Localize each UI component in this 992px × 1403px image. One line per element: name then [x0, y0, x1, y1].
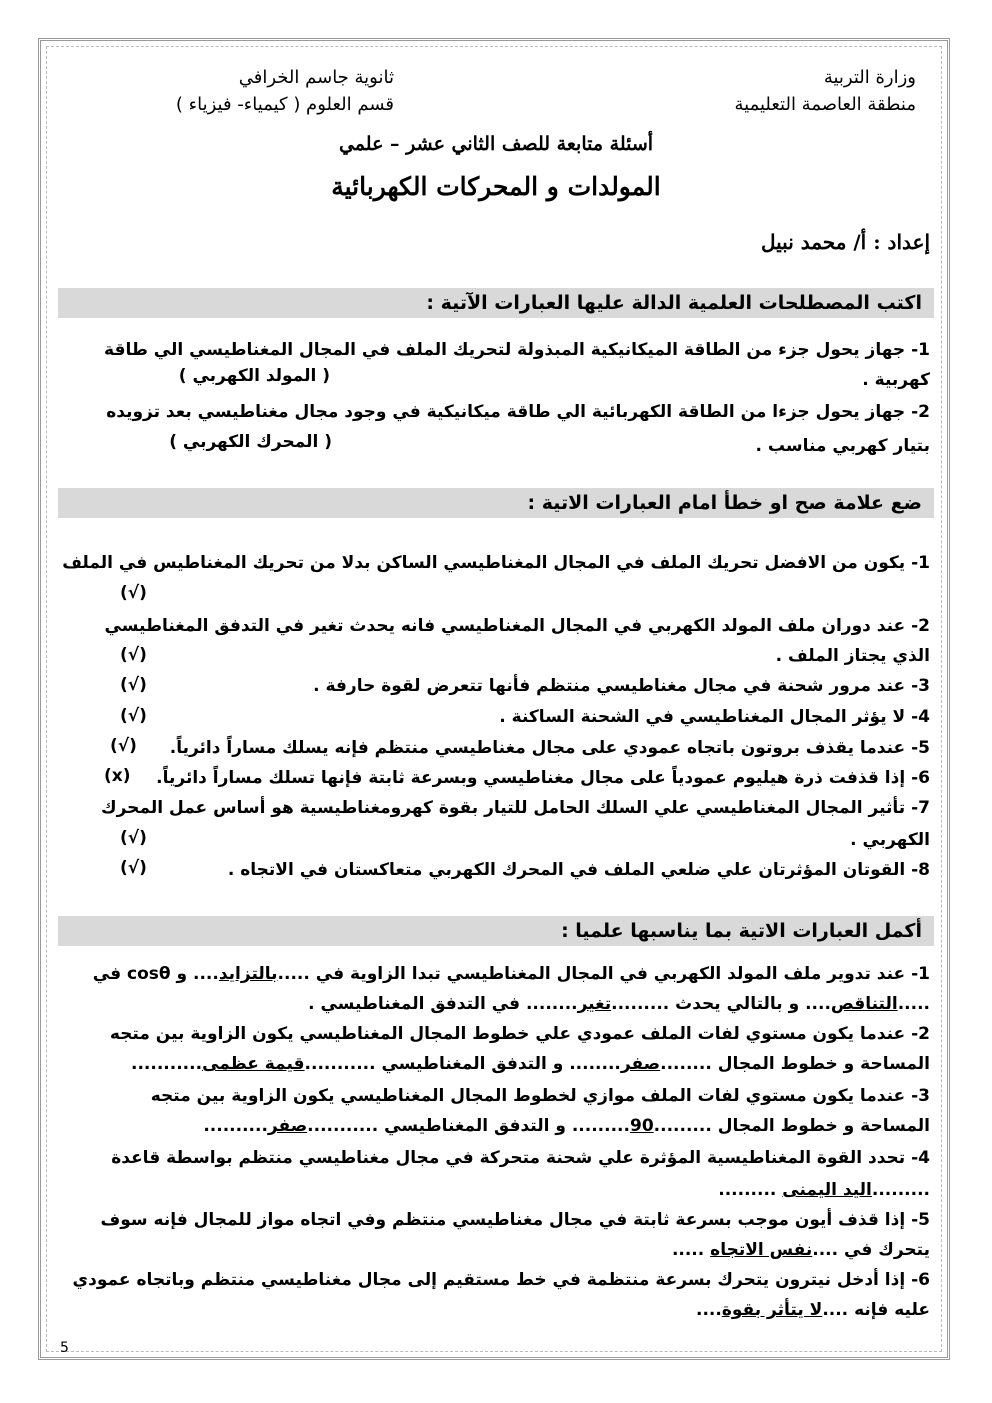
- complete-1-text-c: .... و بالتالي يحدث .........: [611, 994, 831, 1014]
- complete-3-text-c: ..........: [203, 1116, 268, 1136]
- complete-4-line2: [718, 1176, 930, 1204]
- complete-1-answer-c: تغير: [577, 994, 612, 1014]
- complete-5-text-a: يتحرك في ....: [812, 1240, 930, 1260]
- school-name: ثانوية جاسم الخرافي: [238, 67, 394, 88]
- complete-5-text-b: .....: [671, 1240, 711, 1260]
- complete-4-text-b: .........: [718, 1180, 783, 1200]
- term-question-1-line2: كهربية .: [862, 370, 930, 390]
- section-heading-terms: اكتب المصطلحات العلمية الدالة عليها العبارات الآتية :: [58, 288, 934, 318]
- complete-6-line2: [696, 1296, 930, 1324]
- section-heading-true-false: ضع علامة صح او خطأ امام العبارات الاتية :: [58, 488, 934, 518]
- complete-5-line2: [672, 1236, 930, 1264]
- complete-1-text-a: 1- عند تدوير ملف المولد الكهربي في المجال المغناطيسي تبدا الزاوية في .....: [277, 964, 930, 984]
- tf-statement-5: 5- عندما يقذف بروتون باتجاه عمودي على مجال مغناطيسي منتظم فإنه يسلك مساراً دائرياً.: [169, 738, 930, 758]
- tf-statement-2-line1: 2- عند دوران ملف المولد الكهربي في المجال المغناطيسي فانه يحدث تغير في التدفق المغناطيسي: [104, 616, 930, 636]
- complete-3-text-b: ......... و التدفق المغناطيسي ...........: [307, 1116, 630, 1136]
- complete-6-answer: لا يتأثر بقوة: [721, 1300, 823, 1320]
- complete-3-line1: 3- عندما يكون مستوي لفات الملف موازي لخطوط المجال المغناطيسي يكون الزاوية بين متجه: [150, 1086, 930, 1106]
- tf-statement-1: 1- يكون من الافضل تحريك الملف في المجال المغناطيسي الساكن بدلا من تحريك المغناطيس في الملف: [62, 553, 930, 573]
- tf-statement-2-line2: الذي يجتاز الملف .: [775, 646, 930, 666]
- complete-1-text-b: .... و cosθ في: [92, 964, 219, 984]
- complete-3-line2: [203, 1112, 930, 1140]
- worksheet-subtitle: أسئلة متابعة للصف الثاني عشر – علمي: [338, 133, 654, 155]
- tf-mark-4: (√): [120, 706, 147, 726]
- page-number: 5: [60, 1340, 69, 1356]
- complete-2-line2: [131, 1050, 930, 1078]
- term-question-2-line2: بتيار كهربي مناسب .: [755, 436, 930, 456]
- tf-statement-3: 3- عند مرور شحنة في مجال مغناطيسي منتظم فأنها تتعرض لقوة حارفة .: [313, 676, 930, 696]
- complete-1-answer-a: بالتزايد: [218, 964, 278, 984]
- term-question-2-line1: 2- جهاز يحول جزءا من الطاقة الكهربائية الي طاقة ميكانيكية في وجود مجال مغناطيسي بعد تزويده: [106, 402, 930, 422]
- complete-2-line1: 2- عندما يكون مستوي لفات الملف عمودي علي خطوط المجال المغناطيسي يكون الزاوية بين متجه: [109, 1024, 930, 1044]
- complete-1-dots: .....: [897, 994, 930, 1014]
- complete-4-line1: 4- تحدد القوة المغناطيسية المؤثرة علي شحنة متحركة في مجال مغناطيسي منتظم بواسطة قاعدة: [111, 1148, 930, 1168]
- tf-mark-8: (√): [120, 858, 147, 878]
- tf-mark-5: (√): [110, 736, 137, 756]
- complete-1-answer-b: التناقص: [830, 994, 898, 1014]
- complete-2-answer-a: صفر: [620, 1054, 661, 1074]
- tf-statement-6: 6- إذا قذفت ذرة هيليوم عمودياً على مجال مغناطيسي وبسرعة ثابتة فإنها تسلك مساراً دائرياً.: [156, 768, 930, 788]
- tf-statement-8: 8- القوتان المؤثرتان علي ضلعي الملف في المحرك الكهربي متعاكستان في الاتجاه .: [227, 860, 930, 880]
- district-name: منطقة العاصمة التعليمية: [734, 94, 916, 115]
- complete-5-line1: 5- إذا قذف أيون موجب بسرعة ثابتة في مجال مغناطيسي منتظم وفي اتجاه مواز للمجال فإنه سوف: [100, 1210, 930, 1230]
- ministry-name: وزارة التربية: [823, 67, 916, 88]
- worksheet-title: المولدات و المحركات الكهربائية: [331, 172, 661, 201]
- complete-2-answer-b: قيمة عظمى: [202, 1054, 305, 1074]
- complete-5-answer: نفس الاتجاه: [710, 1240, 813, 1260]
- complete-1-line2: [308, 990, 930, 1018]
- term-question-1-line1: 1- جهاز يحول جزء من الطاقة الميكانيكية المبذولة لتحريك الملف في المجال المغناطيسي الي طاقة: [104, 340, 930, 360]
- complete-6-text-a: عليه فإنه ....: [822, 1300, 930, 1320]
- tf-mark-1: (√): [120, 583, 147, 603]
- tf-mark-2: (√): [120, 645, 147, 665]
- complete-4-answer: اليد اليمنى: [782, 1180, 872, 1200]
- complete-2-text-c: ...........: [131, 1054, 203, 1074]
- section-heading-complete: أكمل العبارات الاتية بما يناسبها علميا :: [58, 916, 934, 946]
- school-header: [176, 64, 394, 118]
- term-answer-1: ( المولد الكهربي ): [178, 366, 330, 386]
- complete-3-text-a: المساحة و خطوط المجال .........: [653, 1116, 930, 1136]
- ministry-header: [734, 64, 916, 118]
- tf-mark-3: (√): [120, 675, 147, 695]
- complete-2-text-a: المساحة و خطوط المجال ........: [660, 1054, 930, 1074]
- term-answer-2: ( المحرك الكهربي ): [169, 432, 332, 452]
- tf-statement-7-line1: 7- تأثير المجال المغناطيسي علي السلك الحامل للتيار بقوة كهرومغناطيسية هو أساس عمل المحرك: [101, 798, 930, 818]
- author-credit: إعداد : أ/ محمد نبيل: [760, 230, 930, 254]
- complete-1-line1: [93, 960, 930, 988]
- complete-3-answer-a: 90: [629, 1116, 654, 1136]
- complete-1-text-d: ........ في التدفق المغناطيسي .: [308, 994, 578, 1014]
- department-name: قسم العلوم ( كيمياء- فيزياء ): [175, 94, 394, 115]
- tf-statement-7-line2: الكهربي .: [850, 830, 930, 850]
- complete-6-text-b: ....: [695, 1300, 722, 1320]
- complete-2-text-b: ........ و التدفق المغناطيسي ...........: [304, 1054, 621, 1074]
- tf-statement-4: 4- لا يؤثر المجال المغناطيسي في الشحنة الساكنة .: [499, 707, 930, 727]
- tf-mark-7: (√): [120, 828, 147, 848]
- complete-6-line1: 6- إذا أدخل نيترون يتحرك بسرعة منتظمة في خط مستقيم إلى مجال مغناطيسي منتظم وباتجاه عمودي: [72, 1270, 930, 1290]
- complete-3-answer-b: صفر: [267, 1116, 308, 1136]
- tf-mark-6: (x): [104, 766, 131, 786]
- complete-4-text-a: .........: [871, 1180, 930, 1200]
